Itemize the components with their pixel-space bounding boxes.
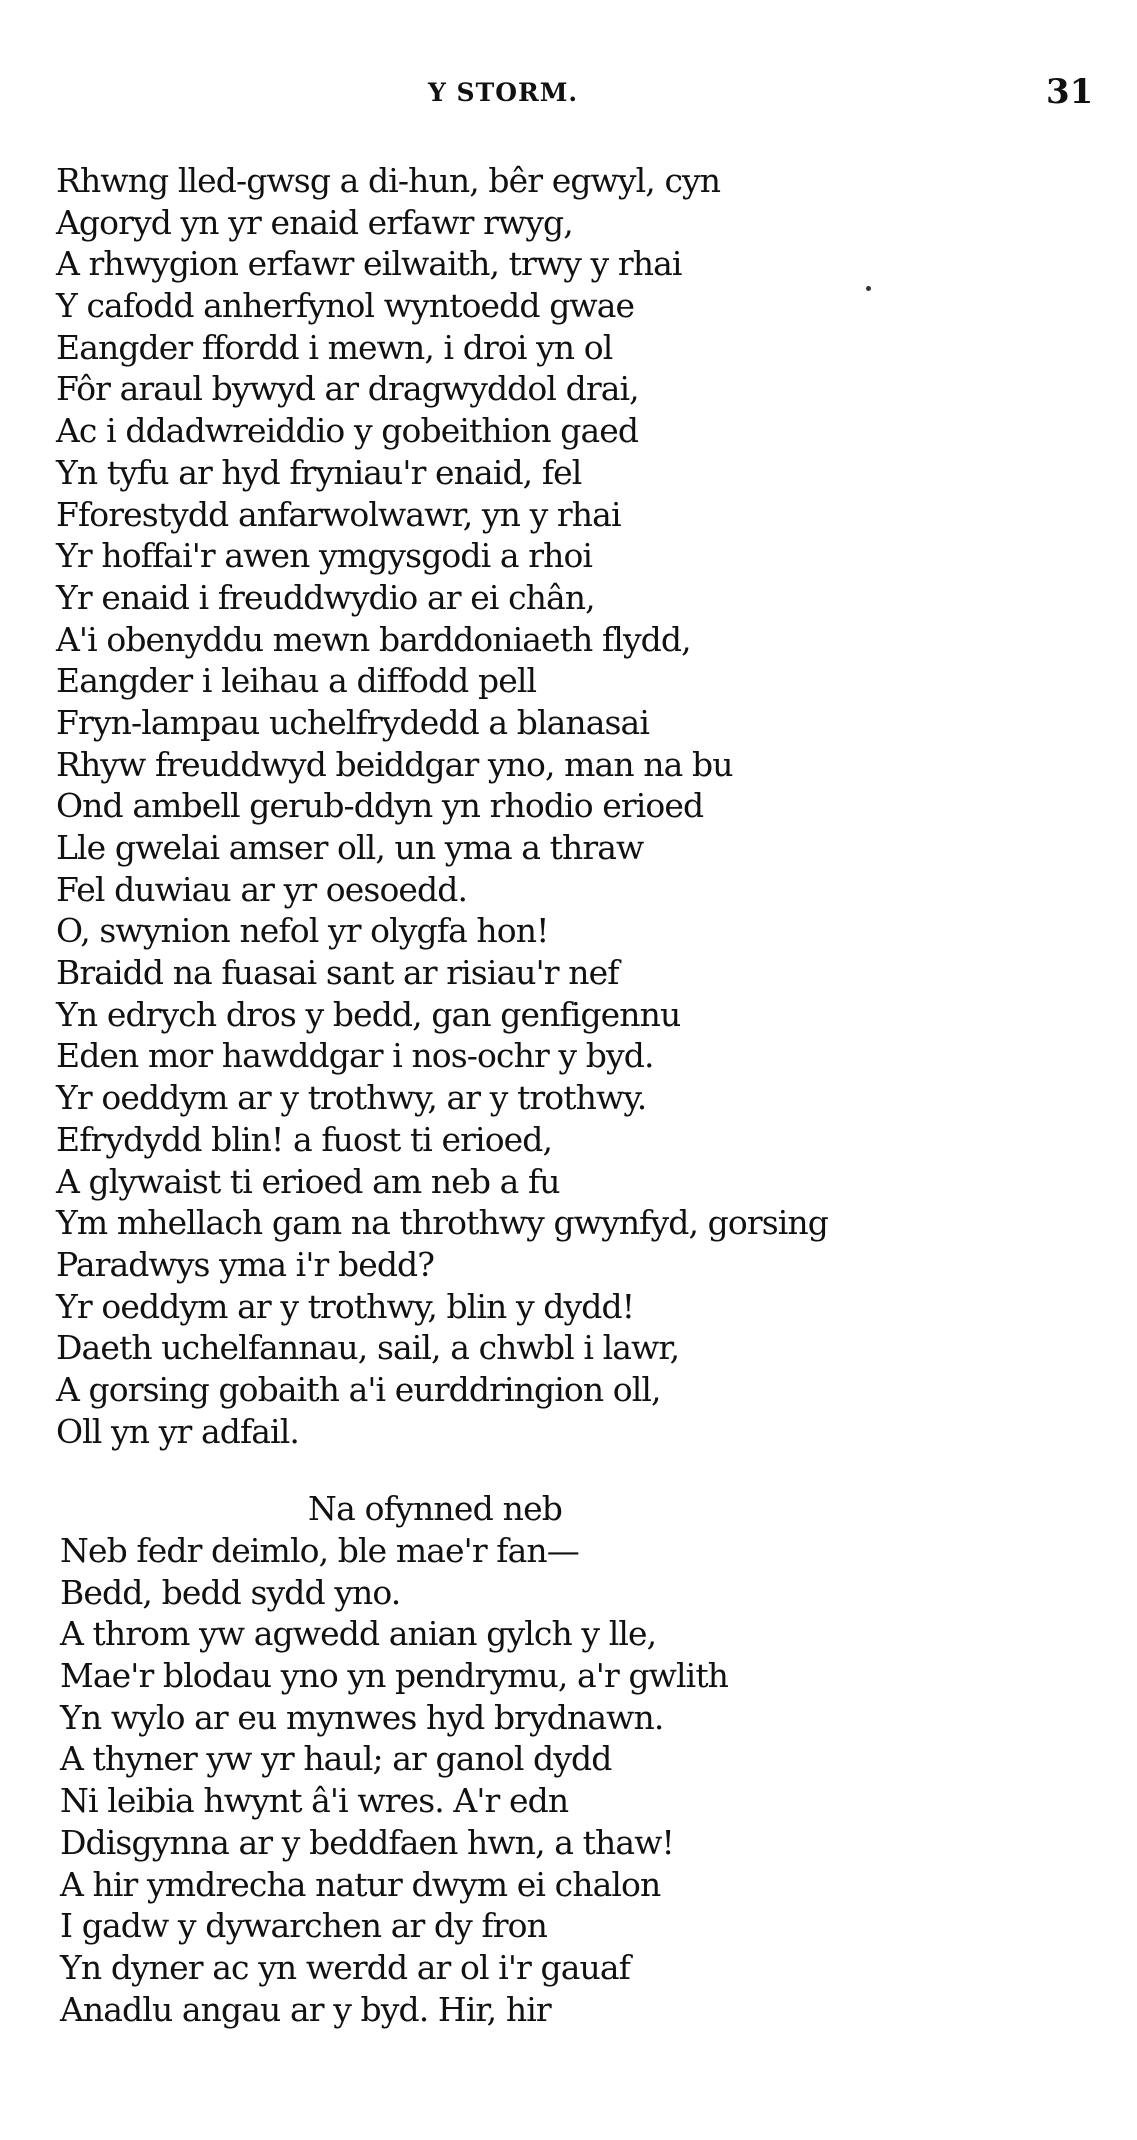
poem-line: Paradwys yma i'r bedd? xyxy=(56,1244,435,1284)
poem-line: Yr oeddym ar y trothwy, blin y dydd! xyxy=(56,1286,635,1326)
poem-line: A gorsing gobaith a'i eurddringion oll, xyxy=(56,1369,661,1409)
running-head xyxy=(0,72,1137,118)
page-number: 31 xyxy=(1046,72,1094,112)
poem-line: Yr hoffai'r awen ymgysgodi a rhoi xyxy=(56,536,593,576)
poem-line: Rhwng lled-gwsg a di-hun, bêr egwyl, cyn xyxy=(56,161,721,200)
print-speck xyxy=(866,286,871,291)
poem-line: Eangder i leihau a diffodd pell xyxy=(56,661,537,701)
poem-line: A rhwygion erfawr eilwaith, trwy y rhai xyxy=(56,244,682,284)
poem-line: Ddisgynna ar y beddfaen hwn, a thaw! xyxy=(60,1822,674,1862)
poem-line: Y cafodd anherfynol wyntoedd gwae xyxy=(56,286,635,326)
poem-line: Ac i ddadwreiddio y gobeithion gaed xyxy=(56,411,639,451)
poem-line: Braidd na fuasai sant ar risiau'r nef xyxy=(56,953,619,993)
poem-line: Yn edrych dros y bedd, gan genfigennu xyxy=(56,994,681,1034)
poem-line: Bedd, bedd sydd yno. xyxy=(60,1572,401,1612)
poem-line: A hir ymdrecha natur dwym ei chalon xyxy=(60,1864,661,1904)
running-title: Y STORM. xyxy=(428,78,579,107)
poem-line: Efrydydd blin! a fuost ti erioed, xyxy=(56,1119,553,1159)
poem-line: Yr enaid i freuddwydio ar ei chân, xyxy=(56,577,595,617)
poem-line: Fel duwiau ar yr oesoedd. xyxy=(56,869,468,909)
poem-line: A glywaist ti erioed am neb a fu xyxy=(56,1161,560,1201)
poem-line: Fryn-lampau uchelfrydedd a blanasai xyxy=(56,702,649,742)
poem-line: A thyner yw yr haul; ar ganol dydd xyxy=(60,1739,612,1779)
poem-line: Yn tyfu ar hyd fryniau'r enaid, fel xyxy=(56,452,582,492)
poem-line: Eangder ffordd i mewn, i droi yn ol xyxy=(56,327,613,367)
poem-line: Lle gwelai amser oll, un yma a thraw xyxy=(56,828,644,867)
poem-line: Ond ambell gerub-ddyn yn rhodio erioed xyxy=(56,786,704,826)
poem-line: Anadlu angau ar y byd. Hir, hir xyxy=(60,1989,551,2029)
poem-line: Mae'r blodau yno yn pendrymu, a'r gwlith xyxy=(60,1656,729,1696)
poem-line: O, swynion nefol yr olygfa hon! xyxy=(56,911,549,951)
poem-line: Neb fedr deimlo, ble mae'r fan— xyxy=(60,1531,579,1570)
poem-line: Oll yn yr adfail. xyxy=(56,1411,299,1451)
poem-stanza-2 xyxy=(60,1530,728,2030)
poem-line: Eden mor hawddgar i nos-ochr y byd. xyxy=(56,1036,654,1076)
poem-line: Fforestydd anfarwolwawr, yn y rhai xyxy=(56,494,621,534)
poem-line: Daeth uchelfannau, sail, a chwbl i lawr, xyxy=(56,1328,680,1368)
poem-stanza-1 xyxy=(56,160,828,1452)
poem-line: Agoryd yn yr enaid erfawr rwyg, xyxy=(56,202,573,242)
poem-line: A'i obenyddu mewn barddoniaeth flydd, xyxy=(56,619,691,659)
poem-line: A throm yw agwedd anian gylch y lle, xyxy=(60,1614,657,1654)
poem-line: Rhyw freuddwyd beiddgar yno, man na bu xyxy=(56,744,733,784)
poem-line: Yn wylo ar eu mynwes hyd brydnawn. xyxy=(60,1697,664,1737)
poem-line: Fôr araul bywyd ar dragwyddol drai, xyxy=(56,369,639,409)
poem-line: I gadw y dywarchen ar dy fron xyxy=(60,1906,547,1946)
poem-line: Ni leibia hwynt â'i wres. A'r edn xyxy=(60,1781,569,1821)
poem-line: Yn dyner ac yn werdd ar ol i'r gauaf xyxy=(60,1947,630,1987)
poem-line: Ym mhellach gam na throthwy gwynfyd, gorsing xyxy=(56,1203,828,1243)
poem-line: Yr oeddym ar y trothwy, ar y trothwy. xyxy=(56,1078,647,1118)
section-heading: Na ofynned neb xyxy=(308,1489,563,1528)
